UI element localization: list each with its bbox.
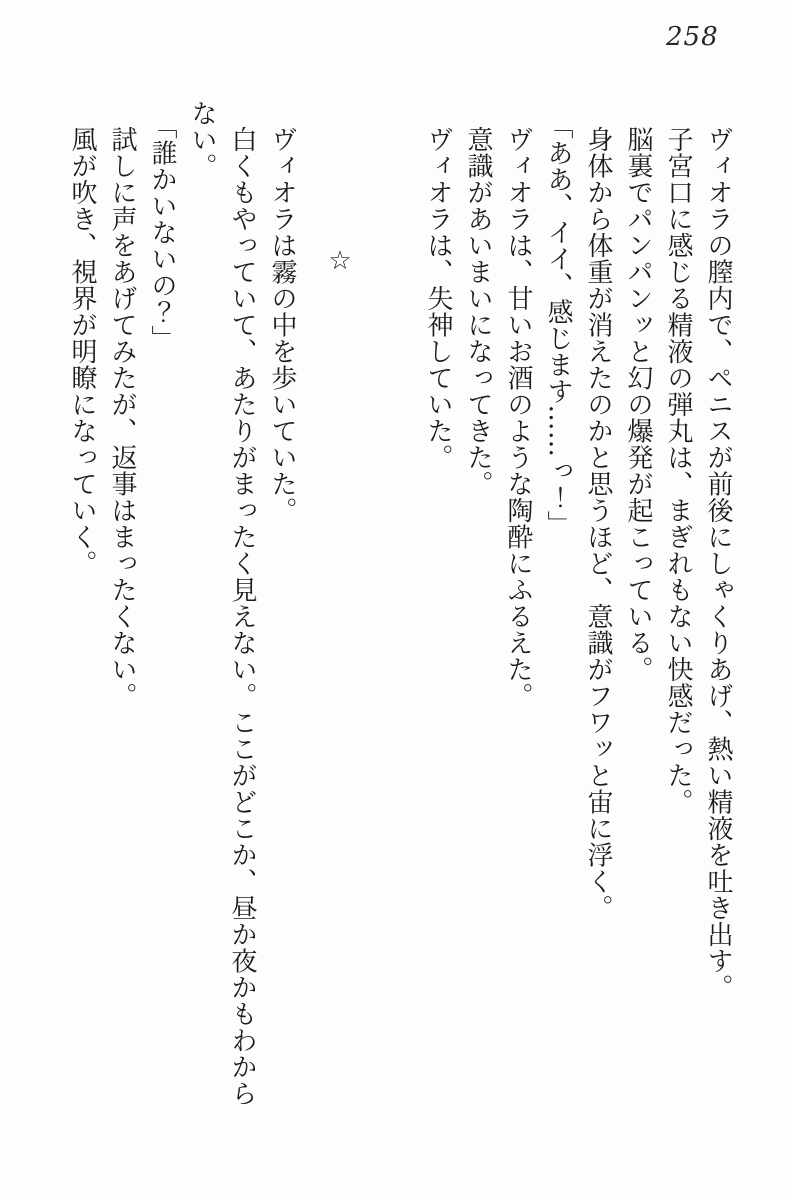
scene-break-star: ☆ <box>325 246 355 277</box>
text-line: ヴィオラは、甘いお酒のような陶酔にふるえた。 <box>503 126 533 709</box>
text-line: 子宮口に感じる精液の弾丸は、まぎれもない快感だった。 <box>663 126 693 815</box>
text-line: 意識があいまいになってきた。 <box>463 126 493 497</box>
page-number: 258 <box>666 22 719 52</box>
text-line: 「誰かいないの？」 <box>147 113 177 352</box>
text-line: ヴィオラは霧の中を歩いていた。 <box>267 126 297 524</box>
text-line: 身体から体重が消えたのかと思うほど、意識がフワッと宙に浮く。 <box>583 126 613 921</box>
vertical-text-block <box>62 100 738 1115</box>
text-line: 試しに声をあげてみたが、返事はまったくない。 <box>107 126 137 709</box>
text-line: 脳裏でパンパンッと幻の爆発が起こっている。 <box>623 126 653 683</box>
text-line: 風が吹き、視界が明瞭になっていく。 <box>67 126 97 577</box>
text-line: ヴィオラは、失神していた。 <box>423 126 453 471</box>
text-line: 白くもやっていて、あたりがまったく見えない。ここがどこか、昼か夜かもわから <box>227 126 257 1107</box>
text-line: ヴィオラの膣内で、ペニスが前後にしゃくりあげ、熱い精液を吐き出す。 <box>703 126 733 1001</box>
text-line: 「ああ、イイ、感じます……っ！」 <box>543 113 573 537</box>
text-line: ない。 <box>187 100 217 180</box>
